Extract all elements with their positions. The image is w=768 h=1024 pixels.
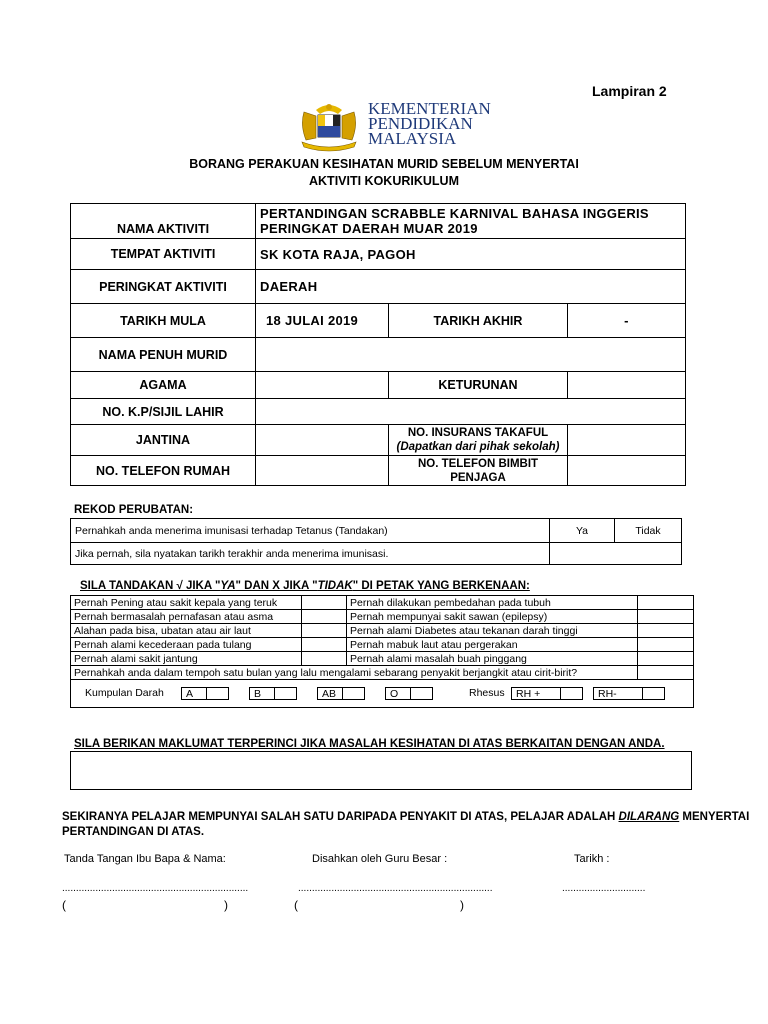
nama-aktiviti-value[interactable] [256, 204, 686, 239]
blood-group-label: Kumpulan Darah [85, 687, 164, 700]
checklist-left-2: Pernah bermasalah pernafasan atau asma [71, 610, 302, 624]
rh-plus-box[interactable]: RH + [511, 687, 561, 700]
warning-part-2: MENYERTAI [679, 811, 750, 823]
checklist-right-2: Pernah mempunyai sakit sawan (epilepsy) [347, 610, 638, 624]
rh-plus-check[interactable] [561, 687, 583, 700]
checklist-left-3: Alahan pada bisa, ubatan atau air laut [71, 624, 302, 638]
blood-ab-box[interactable]: AB [317, 687, 343, 700]
insurans-label-line-2: (Dapatkan dari pihak sekolah) [396, 441, 560, 453]
keturunan-field[interactable] [568, 372, 686, 399]
immunisation-date-question: Jika pernah, sila nyatakan tarikh terakhir anda menerima imunisasi. [71, 543, 550, 565]
peringkat-value[interactable]: DAERAH [256, 270, 686, 304]
form-title-line-2: AKTIVITI KOKURIKULUM [309, 174, 459, 188]
blood-b-check[interactable] [275, 687, 297, 700]
blood-b-box[interactable]: B [249, 687, 275, 700]
agama-field[interactable] [256, 372, 389, 399]
detail-info-textarea[interactable] [70, 751, 692, 790]
jantina-label: JANTINA [71, 425, 256, 456]
infection-question-box[interactable] [638, 666, 694, 680]
parent-signature-label: Tanda Tangan Ibu Bapa & Nama: [64, 853, 226, 865]
telefon-rumah-field[interactable] [256, 456, 389, 486]
checklist-right-1: Pernah dilakukan pembedahan pada tubuh [347, 596, 638, 610]
tarikh-mula-value[interactable]: 18 JULAI 2019 [256, 304, 389, 338]
checklist-heading-part-1: SILA TANDAKAN √ JIKA " [80, 580, 221, 592]
tarikh-akhir-value[interactable]: - [568, 304, 686, 338]
head-name-paren-open: ( [294, 898, 298, 912]
blood-a-check[interactable] [207, 687, 229, 700]
date-label: Tarikh : [574, 853, 610, 865]
infection-question: Pernahkah anda dalam tempoh satu bulan yang lalu mengalami sebarang penyakit berjangkit atau cirit-birit? [71, 666, 638, 680]
checklist-right-1-box[interactable] [638, 596, 694, 610]
tempat-value[interactable]: SK KOTA RAJA, PAGOH [256, 239, 686, 270]
telefon-bimbit-field[interactable] [568, 456, 686, 486]
kp-field[interactable] [256, 399, 686, 425]
telefon-bimbit-label [389, 456, 568, 486]
tetanus-ya-option[interactable]: Ya [550, 519, 615, 543]
date-line[interactable]: .............................. [562, 883, 646, 894]
telefon-bimbit-label-line-2: PENJAGA [450, 471, 506, 484]
form-title [0, 156, 768, 190]
head-teacher-signature-line[interactable]: ...................................................................... [298, 883, 493, 894]
checklist-right-3: Pernah alami Diabetes atau tekanan darah tinggi [347, 624, 638, 638]
insurans-field[interactable] [568, 425, 686, 456]
kp-label: NO. K.P/SIJIL LAHIR [71, 399, 256, 425]
blood-ab-check[interactable] [343, 687, 365, 700]
checklist-left-4: Pernah alami kecederaan pada tulang [71, 638, 302, 652]
insurans-label-line-1: NO. INSURANS TAKAFUL [407, 427, 549, 439]
checklist-right-5-box[interactable] [638, 652, 694, 666]
lampiran-label: Lampiran 2 [592, 83, 667, 99]
nama-penuh-label: NAMA PENUH MURID [71, 338, 256, 372]
nama-aktiviti-line-1: PERTANDINGAN SCRABBLE KARNIVAL BAHASA INGGERIS [260, 206, 649, 221]
coat-of-arms-logo [296, 100, 362, 152]
coat-of-arms-icon [296, 100, 362, 152]
blood-o-box[interactable]: O [385, 687, 411, 700]
checklist-heading-part-2: " DAN X JIKA " [235, 580, 318, 592]
immunisation-date-field[interactable] [550, 543, 682, 565]
warning-dilarang: DILARANG [618, 811, 680, 823]
telefon-rumah-label: NO. TELEFON RUMAH [71, 456, 256, 486]
blood-group-row [71, 680, 694, 708]
nama-aktiviti-label: NAMA AKTIVITI [71, 204, 256, 239]
blood-o-check[interactable] [411, 687, 433, 700]
warning-line-2: PERTANDINGAN DI ATAS. [62, 826, 205, 838]
ministry-name [368, 101, 491, 146]
parent-name-paren-close: ) [224, 898, 228, 912]
ministry-line-2: PENDIDIKAN [368, 114, 473, 133]
checklist-left-3-box[interactable] [302, 624, 347, 638]
peringkat-label: PERINGKAT AKTIVITI [71, 270, 256, 304]
health-checklist-table [70, 595, 694, 708]
checklist-right-4-box[interactable] [638, 638, 694, 652]
tetanus-tidak-option[interactable]: Tidak [615, 519, 682, 543]
warning-line-1 [62, 810, 749, 825]
checklist-right-3-box[interactable] [638, 624, 694, 638]
warning-text [62, 810, 749, 840]
form-title-line-1: BORANG PERAKUAN KESIHATAN MURID SEBELUM MENYERTAI [189, 157, 579, 171]
nama-penuh-field[interactable] [256, 338, 686, 372]
warning-part-1: SEKIRANYA PELAJAR MEMPUNYAI SALAH SATU DARIPADA PENYAKIT DI ATAS, PELAJAR ADALAH [62, 811, 619, 823]
checklist-left-5-box[interactable] [302, 652, 347, 666]
checklist-left-2-box[interactable] [302, 610, 347, 624]
checklist-right-2-box[interactable] [638, 610, 694, 624]
rh-minus-check[interactable] [643, 687, 665, 700]
checklist-left-1-box[interactable] [302, 596, 347, 610]
ministry-line-3: MALAYSIA [368, 129, 457, 148]
checklist-heading-tidak: TIDAK [317, 580, 353, 592]
parent-signature-line[interactable]: ................................................................... [62, 883, 249, 894]
head-teacher-label: Disahkan oleh Guru Besar : [312, 853, 448, 865]
tempat-label: TEMPAT AKTIVITI [71, 239, 256, 270]
telefon-bimbit-label-line-1: NO. TELEFON BIMBIT [417, 457, 539, 470]
keturunan-label: KETURUNAN [389, 372, 568, 399]
tarikh-akhir-label: TARIKH AKHIR [389, 304, 568, 338]
checklist-right-5: Pernah alami masalah buah pinggang [347, 652, 638, 666]
checklist-heading-ya: YA [220, 580, 236, 592]
blood-a-box[interactable]: A [181, 687, 207, 700]
activity-details-table [70, 203, 686, 486]
checklist-left-4-box[interactable] [302, 638, 347, 652]
checklist-right-4: Pernah mabuk laut atau pergerakan [347, 638, 638, 652]
nama-aktiviti-line-2: PERINGKAT DAERAH MUAR 2019 [260, 221, 478, 236]
checklist-heading-part-3: " DI PETAK YANG BERKENAAN: [352, 580, 530, 592]
parent-name-paren-open: ( [62, 898, 66, 912]
head-name-paren-close: ) [460, 898, 464, 912]
checklist-left-5: Pernah alami sakit jantung [71, 652, 302, 666]
jantina-field[interactable] [256, 425, 389, 456]
insurans-label [389, 425, 568, 456]
ministry-line-1: KEMENTERIAN [368, 99, 491, 118]
checklist-heading [80, 580, 530, 592]
checklist-left-1: Pernah Pening atau sakit kepala yang teruk [71, 596, 302, 610]
detail-info-heading: SILA BERIKAN MAKLUMAT TERPERINCI JIKA MASALAH KESIHATAN DI ATAS BERKAITAN DENGAN ANDA. [74, 738, 665, 750]
medical-record-table [70, 518, 682, 565]
tarikh-mula-label: TARIKH MULA [71, 304, 256, 338]
rhesus-label: Rhesus [469, 687, 505, 700]
agama-label: AGAMA [71, 372, 256, 399]
tetanus-question: Pernahkah anda menerima imunisasi terhadap Tetanus (Tandakan) [71, 519, 550, 543]
rh-minus-box[interactable]: RH- [593, 687, 643, 700]
medical-record-heading: REKOD PERUBATAN: [74, 504, 194, 516]
